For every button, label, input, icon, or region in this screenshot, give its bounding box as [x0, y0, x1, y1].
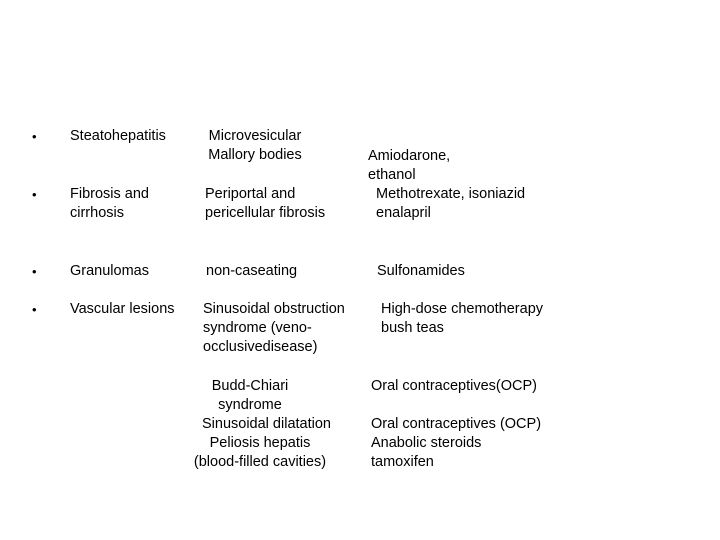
drugs-vascular: High-dose chemotherapy bush teas — [381, 301, 544, 336]
pattern-steatohepatitis: Microvesicular Mallory bodies — [208, 128, 302, 163]
pattern-fibrosis: Periportal and pericellular fibrosis — [205, 186, 326, 221]
drugs-sinusoidal-peliosis: Oral contraceptives (OCP) Anabolic steroids tamoxifen — [371, 416, 542, 470]
drugs-budd-chiari: Oral contraceptives(OCP) — [371, 378, 537, 394]
lesion-label-steatohepatitis: Steatohepatitis — [70, 128, 166, 144]
pattern-budd-chiari: Budd-Chiari syndrome — [211, 378, 289, 413]
bullet: • — [32, 129, 37, 144]
pattern-sinusoidal-dilatation: Sinusoidal dilatation — [202, 416, 331, 432]
bullet: • — [32, 264, 37, 279]
lesion-label-granulomas: Granulomas — [70, 263, 149, 279]
lesion-label-vascular: Vascular lesions — [70, 301, 175, 317]
drugs-granulomas: Sulfonamides — [377, 263, 465, 279]
drugs-fibrosis: Methotrexate, isoniazid enalapril — [376, 186, 526, 221]
lesion-label-fibrosis: Fibrosis and cirrhosis — [70, 186, 149, 221]
bullet: • — [32, 187, 37, 202]
pattern-vascular: Sinusoidal obstruction syndrome (veno- occlusivedisease) — [203, 301, 345, 355]
pattern-granulomas: non-caseating — [206, 263, 298, 279]
bullet: • — [32, 302, 37, 317]
drugs-steatohepatitis: Amiodarone, ethanol — [368, 148, 451, 183]
pattern-peliosis-hepatis: Peliosis hepatis (blood-filled cavities) — [193, 435, 327, 470]
